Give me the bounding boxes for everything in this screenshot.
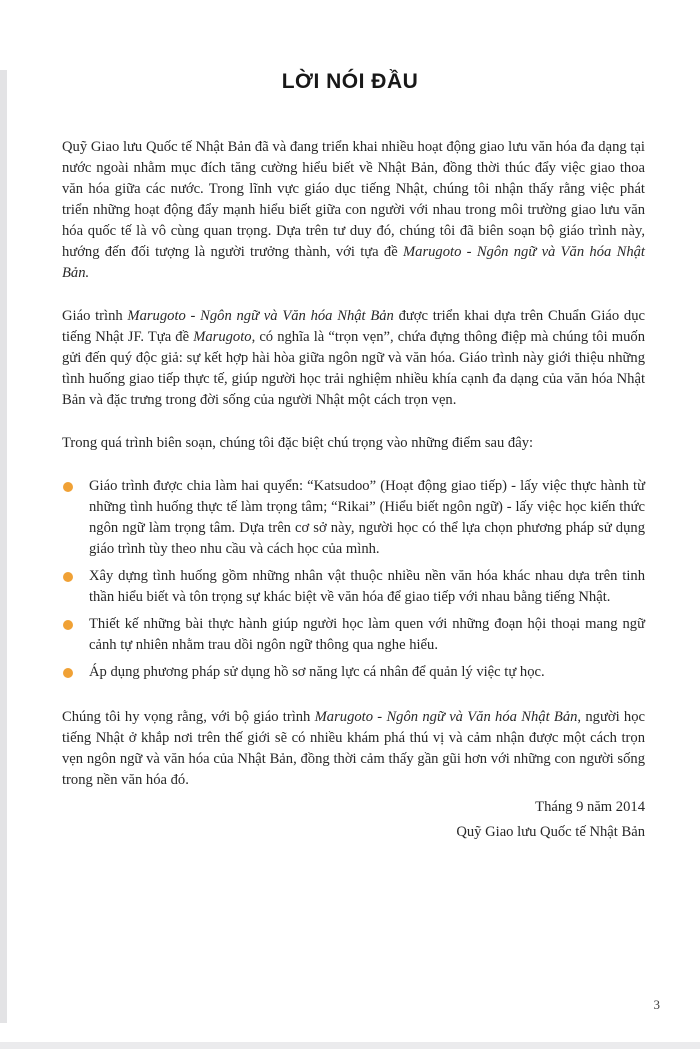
- italic-text-run: Marugoto - Ngôn ngữ và Văn hóa Nhật Bản: [127, 308, 394, 324]
- paragraph: [62, 433, 645, 454]
- signature-organization: Quỹ Giao lưu Quốc tế Nhật Bản: [456, 824, 645, 840]
- text-run: Chúng tôi hy vọng rằng, với bộ giáo trình: [62, 709, 315, 725]
- scan-edge-left: [0, 70, 7, 1023]
- text-run: Thiết kế những bài thực hành giúp người học làm quen với những đoạn hội thoại mang ngữ cảnh tự nhiên nhằm trau dồi ngôn ngữ thông qua nghe hiểu.: [89, 616, 645, 653]
- paragraph: [62, 137, 645, 284]
- italic-text-run: Marugoto: [193, 329, 252, 345]
- paragraph: [62, 707, 645, 791]
- text-run: được triển khai dựa trên Chuẩn Giáo dục tiếng Nhật JF. Tựa đề: [62, 308, 645, 345]
- text-run: Giáo trình được chia làm hai quyển: “Katsudoo” (Hoạt động giao tiếp) - lấy việc thực hành từ những tình huống thực tế làm trọng tâm; “Rikai” (Hiểu biết ngôn ngữ) - lấy việc học kiến thức ngôn ngữ làm trọng tâm. Dựa trên cơ sở này, người học có thể lựa chọn phương pháp sử dụng giáo trình tùy theo nhu cầu và cách học của mình.: [89, 478, 645, 557]
- text-run: Giáo trình: [62, 308, 128, 324]
- bullet-item: [62, 476, 645, 560]
- page-title: LỜI NÓI ĐẦU: [281, 70, 419, 93]
- page-number: 3: [653, 997, 660, 1012]
- italic-text-run: Marugoto - Ngôn ngữ và Văn hóa Nhật Bản.: [62, 244, 645, 281]
- text-run: Áp dụng phương pháp sử dụng hồ sơ năng lực cá nhân để quản lý việc tự học.: [89, 664, 545, 680]
- italic-text-run: Marugoto - Ngôn ngữ và Văn hóa Nhật Bản: [314, 709, 578, 725]
- document-page: [0, 70, 700, 1012]
- text-run: , người học tiếng Nhật ở khắp nơi trên thế giới sẽ có nhiều khám phá thú vị và cảm nhận được một cách trọn vẹn ngôn ngữ và văn hóa của Nhật Bản, đồng thời cảm thấy gần gũi hơn với những con người sống trong nền văn hóa đó.: [62, 709, 645, 788]
- text-run: Quỹ Giao lưu Quốc tế Nhật Bản đã và đang triển khai nhiều hoạt động giao lưu văn hóa đa dạng tại nước ngoài nhằm mục đích tăng cường hiểu biết về Nhật Bản, đồng thời thúc đẩy việc giao thoa văn hóa giữa các nước. Trong lĩnh vực giáo dục tiếng Nhật, chúng tôi nhận thấy rằng việc phát triển những hoạt động đẩy mạnh hiểu biết giữa con người với nhau trong môi trường giao lưu văn hóa quốc tế là vô cùng quan trọng. Dựa trên tư duy đó, chúng tôi đã biên soạn bộ giáo trình này, hướng đến đối tượng là người trưởng thành, với tựa đề: [62, 139, 645, 260]
- paragraph: [62, 306, 645, 411]
- bullet-list: [62, 476, 645, 683]
- document-body: [62, 137, 645, 791]
- bullet-item: [62, 662, 645, 683]
- bullet-item: [62, 566, 645, 608]
- signature-block: [62, 795, 645, 845]
- bullet-dot-icon: [63, 572, 73, 582]
- bullet-dot-icon: [63, 668, 73, 678]
- bullet-item: [62, 614, 645, 656]
- bullet-dot-icon: [63, 620, 73, 630]
- bullet-dot-icon: [63, 482, 73, 492]
- text-run: , có nghĩa là “trọn vẹn”, chứa đựng thông điệp mà chúng tôi muốn gửi đến quý độc giả: sự kết hợp hài hòa giữa ngôn ngữ và văn hóa. Giáo trình này giới thiệu những tình huống giao tiếp thực tế, giúp người học trải nghiệm nhiều khía cạnh đa dạng của văn hóa Nhật Bản và đặc trưng trong đời sống của người Nhật một cách trọn vẹn.: [62, 329, 645, 408]
- text-run: Xây dựng tình huống gồm những nhân vật thuộc nhiều nền văn hóa khác nhau dựa trên tinh thần hiểu biết và tôn trọng sự khác biệt về văn hóa để giao tiếp với nhau bằng tiếng Nhật.: [89, 568, 645, 605]
- scan-edge-bottom: [0, 1042, 700, 1049]
- signature-date: Tháng 9 năm 2014: [535, 799, 645, 815]
- text-run: Trong quá trình biên soạn, chúng tôi đặc biệt chú trọng vào những điểm sau đây:: [62, 435, 534, 451]
